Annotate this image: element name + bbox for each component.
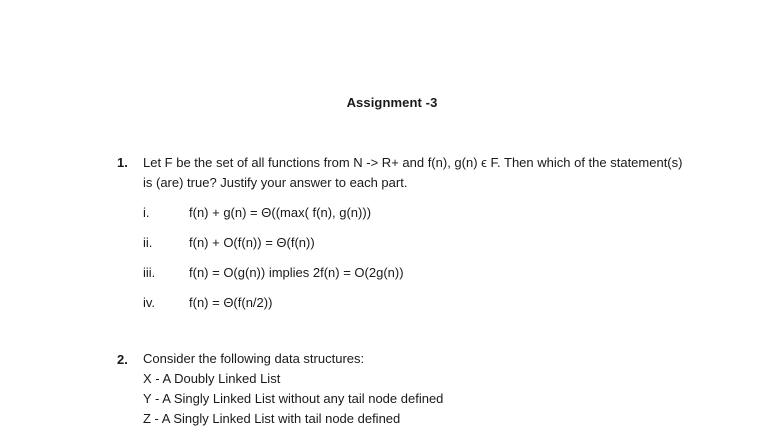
part-label: iii. (143, 265, 156, 280)
part-expression: f(n) + O(f(n)) = Θ(f(n)) (189, 235, 315, 250)
part-label: ii. (143, 235, 153, 250)
question-1-part-i (143, 205, 371, 220)
part-label: iv. (143, 295, 156, 310)
question-1-text-line-2: is (are) true? Justify your answer to each part. (143, 175, 408, 190)
question-2-item-y: Y - A Singly Linked List without any tail node defined (143, 391, 444, 406)
question-1-text (143, 153, 743, 193)
question-2-item-z: Z - A Singly Linked List with tail node defined (143, 411, 401, 426)
part-expression: f(n) = O(g(n)) implies 2f(n) = O(2g(n)) (189, 265, 404, 280)
page-title: Assignment -3 (346, 95, 438, 110)
question-1-part-iv (143, 295, 272, 310)
question-2-item-x: X - A Doubly Linked List (143, 371, 281, 386)
question-2-text: Consider the following data structures: (143, 351, 365, 366)
part-expression: f(n) = Θ(f(n/2)) (189, 295, 273, 310)
question-1-number: 1. (117, 155, 128, 170)
part-label: i. (143, 205, 150, 220)
question-1-part-iii (143, 265, 404, 280)
question-1-text-line-1: Let F be the set of all functions from N -> R+ and f(n), g(n) ϵ F. Then which of the statement(s) (143, 155, 683, 170)
question-1-part-ii (143, 235, 315, 250)
part-expression: f(n) + g(n) = Θ((max( f(n), g(n))) (189, 205, 372, 220)
question-2-number: 2. (117, 352, 128, 367)
